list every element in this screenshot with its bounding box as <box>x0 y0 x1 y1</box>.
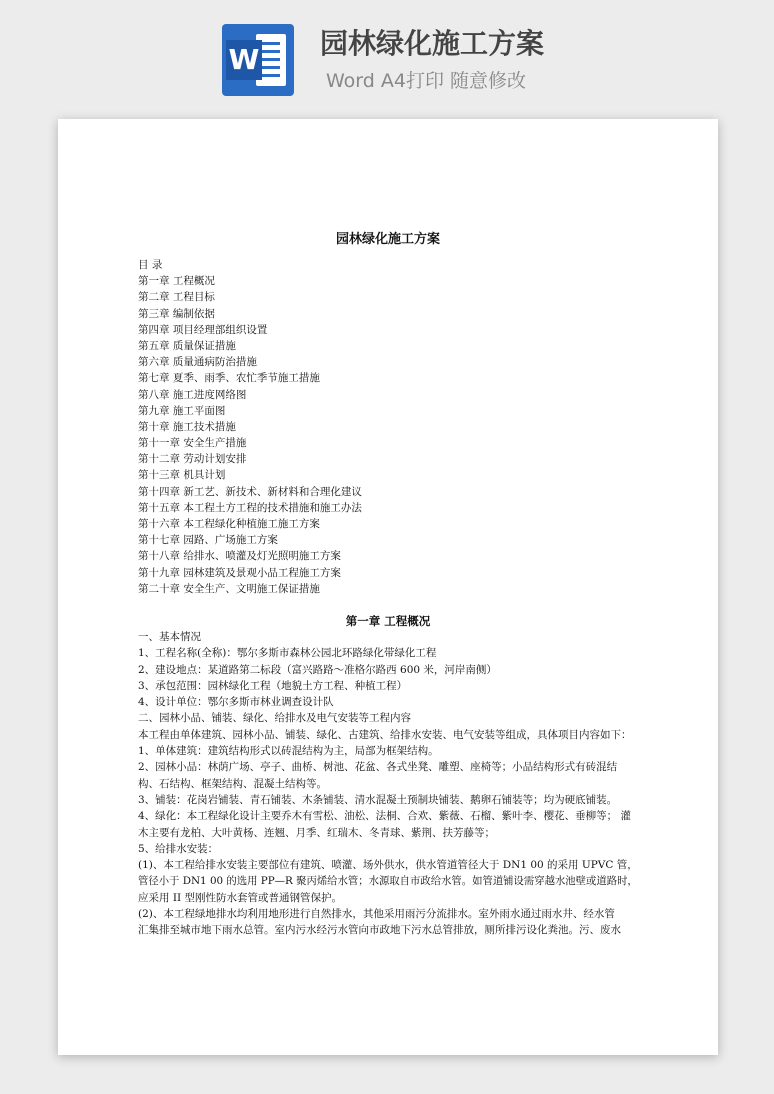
logo-letter: W <box>226 40 262 80</box>
toc-item: 第十五章 本工程土方工程的技术措施和施工办法 <box>138 501 362 514</box>
body-line: 二、园林小品、铺装、绿化、给排水及电气安装等工程内容 <box>138 712 411 725</box>
body-line: (2)、本工程绿地排水均利用地形进行自然排水，其他采用雨污分流排水。室外雨水通过雨水井、经水管 <box>138 908 615 921</box>
body-line: 4、绿化：本工程绿化设计主要乔木有雪松、油松、法桐、合欢、紫薇、石榴、紫叶李、樱花、垂柳等； 灌 <box>138 810 632 823</box>
body-line: 2、园林小品：林荫广场、亭子、曲桥、树池、花盆、各式坐凳、雕塑、座椅等；小品结构形式有砖混结 <box>138 761 618 774</box>
chapter-body <box>138 629 638 939</box>
body-line: 本工程由单体建筑、园林小品、铺装、绿化、古建筑、给排水安装、电气安装等组成，具体项目内容如下： <box>138 728 632 741</box>
toc-item: 第十三章 机具计划 <box>138 469 226 482</box>
toc-item: 第四章 项目经理部组织设置 <box>138 323 268 336</box>
toc-item: 第十八章 给排水、喷灌及灯光照明施工方案 <box>138 550 341 563</box>
chapter-heading: 第一章 工程概况 <box>345 614 431 628</box>
toc-item: 第二章 工程目标 <box>138 291 215 304</box>
toc-item: 第三章 编制依据 <box>138 307 215 320</box>
banner-subtitle: Word A4打印 随意修改 <box>326 70 527 92</box>
table-of-contents <box>138 257 658 597</box>
toc-item: 第九章 施工平面图 <box>138 404 226 417</box>
banner-title: 园林绿化施工方案 <box>320 27 545 60</box>
toc-item: 第一章 工程概况 <box>138 275 215 288</box>
toc-item: 第八章 施工进度网络图 <box>138 388 247 401</box>
toc-item: 第十二章 劳动计划安排 <box>138 453 247 466</box>
body-line: 管径小于 DN1 00 的选用 PP—R 聚丙烯给水管；水源取自市政给水管。如管道铺设需穿越水池壁或道路时， <box>138 875 638 888</box>
toc-item: 第十七章 园路、广场施工方案 <box>138 534 278 547</box>
toc-item: 第二十章 安全生产、文明施工保证措施 <box>138 582 320 595</box>
body-line: 2、建设地点：某道路第二标段（富兴路路～准格尔路西 600 米，河岸南侧） <box>138 663 497 676</box>
toc-heading: 目 录 <box>138 259 163 271</box>
body-line: 4、设计单位：鄂尔多斯市林业调查设计队 <box>138 696 334 709</box>
toc-item: 第十四章 新工艺、新技术、新材料和合理化建议 <box>138 485 362 498</box>
document-page <box>58 119 718 1055</box>
word-logo-icon <box>222 24 294 96</box>
toc-item: 第六章 质量通病防治措施 <box>138 356 257 369</box>
body-line: 3、承包范围：园林绿化工程（地貌土方工程、种植工程） <box>138 679 408 692</box>
body-line: 1、单体建筑：建筑结构形式以砖混结构为主，局部为框架结构。 <box>138 745 439 758</box>
body-line: 3、铺装：花岗岩铺装、青石铺装、木条铺装、清水混凝土预制块铺装、鹅卵石铺装等；均为硬底铺装。 <box>138 793 618 806</box>
toc-item: 第十章 施工技术措施 <box>138 420 236 433</box>
body-line: 木主要有龙柏、大叶黄杨、连翘、月季、红瑞木、冬青球、紫荆、扶芳藤等； <box>138 826 495 839</box>
toc-item: 第五章 质量保证措施 <box>138 339 236 352</box>
body-line: 应采用 II 型刚性防水套管或普通钢管保护。 <box>138 891 342 904</box>
toc-item: 第七章 夏季、雨季、农忙季节施工措施 <box>138 372 320 385</box>
body-line: 5、给排水安装： <box>138 842 219 855</box>
document-title: 园林绿化施工方案 <box>335 232 440 247</box>
body-line: (1)、本工程给排水安装主要部位有建筑、喷灌、场外供水，供水管道管径大于 DN1 00 的采用 UPVC 管， <box>138 859 638 872</box>
toc-item: 第十九章 园林建筑及景观小品工程施工方案 <box>138 566 341 579</box>
toc-item: 第十一章 安全生产措施 <box>138 437 247 450</box>
body-line: 一、基本情况 <box>138 631 201 643</box>
header-banner <box>0 0 774 118</box>
body-line: 构、石结构、框架结构、混凝土结构等。 <box>138 777 327 790</box>
toc-item: 第十六章 本工程绿化种植施工施工方案 <box>138 518 320 530</box>
body-line: 1、工程名称(全称)：鄂尔多斯市森林公园北环路绿化带绿化工程 <box>138 647 437 660</box>
body-line: 汇集排至城市地下雨水总管。室内污水经污水管向市政地下污水总管排放，厕所排污设化粪池。污、废水 <box>138 924 621 937</box>
